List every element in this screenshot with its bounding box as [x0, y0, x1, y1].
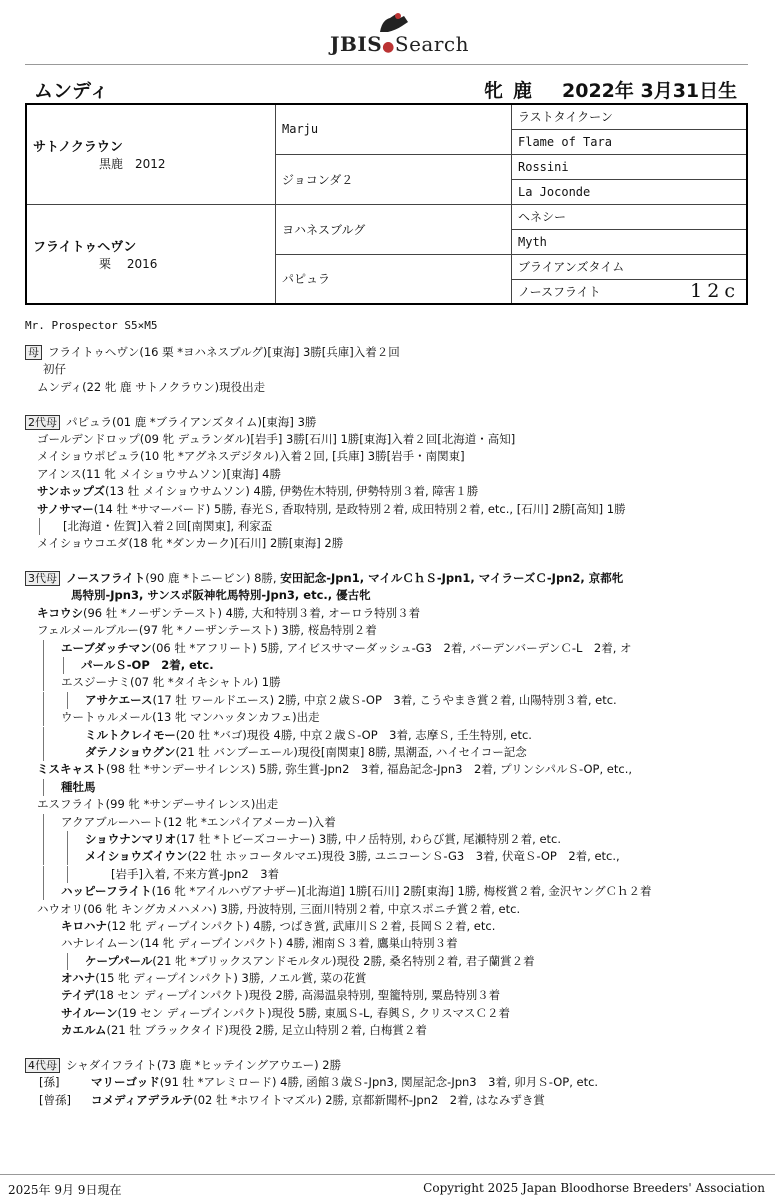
- tree-line: [43, 709, 44, 726]
- section-tag-2nd-dam: 2代母: [25, 415, 60, 430]
- list-item: [25, 414, 765, 431]
- list-text: (21 牡 バンブーエール)現役[南関東] 8勝, 黒潮盃, ハイセイコー記念: [175, 744, 527, 759]
- horse-birthdate: 2022年 3月31日生: [562, 80, 738, 102]
- list-text: エスジーナミ(07 牝 *タイキシャトル) 1勝: [61, 675, 281, 690]
- winner-name[interactable]: キロハナ: [61, 918, 107, 933]
- tree-line: [67, 953, 68, 970]
- relation-label: [曾孫]: [39, 1092, 71, 1107]
- winner-name[interactable]: キコウシ: [37, 605, 83, 620]
- dam-dam-dam[interactable]: ノースフライト: [518, 284, 601, 299]
- list-item: [25, 883, 765, 900]
- list-text: [北海道・佐賀]入着２回[南関東], 利家盃: [63, 518, 273, 533]
- sire-dam-dam[interactable]: La Joconde: [512, 179, 748, 204]
- list-text: (17 牡 *トビーズコーナー) 3勝, 中ノ岳特別, わらび賞, 尾瀬特別２着, etc.: [176, 831, 562, 846]
- tree-line: [67, 831, 68, 848]
- relation-label: [孫]: [39, 1075, 60, 1090]
- race-wins: パールＳ-OP 2着, etc.: [81, 658, 214, 673]
- family-number: 12c: [690, 279, 740, 302]
- list-item: [25, 657, 765, 674]
- list-text: メイショウコエダ(18 牝 *ダンカーク)[石川] 2勝[東海] 2勝: [37, 536, 344, 551]
- tree-line: [43, 814, 44, 831]
- winner-name[interactable]: オハナ: [61, 971, 96, 986]
- list-text: (13 牡 メイショウサムソン) 4勝, 伊勢佐木特別, 伊勢特別３着, 障害１勝: [104, 484, 479, 499]
- dam-line: フライトゥヘヴン(16 栗 *ヨハネスブルグ)[東海] 3勝[兵庫]入着２回: [48, 345, 400, 359]
- sire-dam-sire[interactable]: Rossini: [512, 154, 748, 179]
- list-text: パピュラ(01 鹿 *ブライアンズタイム)[東海] 3勝: [66, 414, 317, 429]
- list-item: [25, 483, 765, 500]
- winner-name[interactable]: メイショウズイウン: [85, 849, 188, 864]
- list-item: [25, 692, 765, 709]
- list-item: [25, 866, 765, 883]
- list-item: [25, 953, 765, 970]
- winner-name[interactable]: ショウナンマリオ: [85, 831, 177, 846]
- winner-name[interactable]: アサケエース: [85, 692, 153, 707]
- list-item: [25, 361, 765, 378]
- list-item: [25, 779, 765, 796]
- list-text: (91 牡 *アレミロード) 4勝, 函館３歳Ｓ-Jpn3, 関屋記念-Jpn3 3着, 卯月Ｓ-OP, etc.: [159, 1075, 599, 1090]
- list-item: [25, 1092, 765, 1109]
- dam-sire-dam[interactable]: Myth: [512, 229, 748, 254]
- section-tag-dam: 母: [25, 345, 42, 360]
- horse-color: 鹿: [513, 80, 533, 102]
- tree-line: [43, 674, 44, 691]
- logo-jbis: JBIS: [330, 32, 383, 56]
- inbreeding-note: Mr. Prospector S5×M5: [25, 319, 158, 332]
- section-tag-3rd-dam: 3代母: [25, 571, 60, 586]
- list-text: ハウオリ(06 牝 キングカメハメハ) 3勝, 丹波特別, 三面川特別２着, 中京スポニチ賞２着, etc.: [37, 901, 521, 916]
- list-text: (20 牡 *バゴ)現役 4勝, 中京２歳Ｓ-OP 3着, 志摩Ｓ, 壬生特別, etc.: [175, 727, 532, 742]
- list-text: シャダイフライト(73 鹿 *ヒッテイングアウエー) 2勝: [66, 1058, 342, 1073]
- list-text: (22 牡 ホッコータルマエ)現役 3勝, ユニコーンＳ-G3 3着, 伏竜Ｓ-OP 2着, etc.,: [187, 849, 620, 864]
- tree-line: [43, 831, 44, 848]
- winner-name[interactable]: ハッピーフライト: [61, 884, 152, 899]
- list-text: エスフライト(99 牝 *サンデーサイレンス)出走: [37, 797, 279, 812]
- list-item: [25, 727, 765, 744]
- list-text: (17 牡 ワールドエース) 2勝, 中京２歳Ｓ-OP 3着, こうやまき賞２着, 山陽特別３着, etc.: [152, 692, 617, 707]
- list-item: [25, 744, 765, 761]
- tree-line: [67, 692, 68, 709]
- list-item: [25, 987, 765, 1004]
- list-text: 初仔: [43, 362, 66, 377]
- list-text: (12 牝 ディープインパクト) 4勝, つばき賞, 武庫川Ｓ２着, 長岡Ｓ２着, etc.: [107, 918, 496, 933]
- list-item: [25, 344, 765, 361]
- list-item: [25, 796, 765, 813]
- logo-search: Search: [394, 32, 469, 56]
- winner-name[interactable]: ケープパール: [85, 953, 153, 968]
- list-item: [25, 640, 765, 657]
- winner-name[interactable]: ミスキャスト: [37, 762, 106, 777]
- tree-line: [43, 640, 44, 657]
- footer-divider: [0, 1174, 775, 1175]
- tree-line: [67, 866, 68, 883]
- list-item: [25, 1022, 765, 1039]
- tree-line: [43, 727, 44, 744]
- tree-line: [43, 657, 44, 674]
- sire-sire[interactable]: Marju: [276, 104, 512, 154]
- list-item: [25, 831, 765, 848]
- list-text: (15 牝 ディープインパクト) 3勝, ノエル賞, 菜の花賞: [95, 971, 367, 986]
- list-item: [25, 1057, 765, 1074]
- list-text: (18 セン ディープインパクト)現役 2勝, 高湯温泉特別, 聖籠特別, 粟島特別３着: [94, 988, 501, 1003]
- winner-name[interactable]: サンホップズ: [37, 484, 105, 499]
- tree-line: [67, 848, 68, 865]
- tree-line: [43, 692, 44, 709]
- list-item: [25, 570, 765, 587]
- list-item: [25, 901, 765, 918]
- list-item: [25, 587, 765, 604]
- horse-name: ムンディ: [34, 80, 109, 102]
- winner-name[interactable]: ノースフライト: [66, 571, 146, 586]
- list-item: [25, 761, 765, 778]
- tree-line: [43, 744, 44, 761]
- sire-name[interactable]: サトノクラウン: [33, 140, 123, 156]
- list-text: (96 牡 *ノーザンテースト) 4勝, 大和特別３着, オーロラ特別３着: [83, 605, 421, 620]
- list-text: (02 牡 *ホワイトマズル) 2勝, 京都新聞杯-Jpn2 2着, はなみずき賞: [193, 1092, 545, 1107]
- winner-name[interactable]: カエルム: [61, 1023, 107, 1038]
- list-item: [25, 709, 765, 726]
- winner-name[interactable]: コメディアデラルテ: [91, 1092, 194, 1107]
- list-item: [25, 379, 765, 396]
- list-text: (16 牝 *アイルハヴアナザー)[北海道] 1勝[石川] 2勝[東海] 1勝, 梅桜賞２着, 金沢ヤングＣｈ２着: [151, 884, 652, 899]
- list-item: [25, 1074, 765, 1091]
- horse-rider-icon: [374, 12, 414, 34]
- list-item: [25, 622, 765, 639]
- list-item: [25, 935, 765, 952]
- list-text: 種牡馬: [61, 779, 96, 794]
- sire-meta: 黒鹿 2012: [99, 157, 166, 172]
- list-text: アインス(11 牝 メイショウサムソン)[東海] 4勝: [37, 466, 281, 481]
- winner-name[interactable]: テイデ: [61, 988, 95, 1003]
- list-text: (21 牡 ブラックタイド)現役 2勝, 足立山特別２着, 白梅賞２着: [106, 1023, 427, 1038]
- list-text: アクアブルーハート(12 牝 *エンパイアメーカー)入着: [61, 814, 336, 829]
- list-text: (14 牡 *サマーバード) 5勝, 春光Ｓ, 香取特別, 是政特別２着, 成田特別２着, etc., [石川] 2勝[高知] 1勝: [93, 501, 626, 516]
- list-item: [25, 535, 765, 552]
- list-item: [25, 431, 765, 448]
- list-text: ムンディ(22 牝 鹿 サトノクラウン)現役出走: [37, 379, 266, 394]
- list-text: ゴールデンドロップ(09 牝 デュランダル)[岩手] 3勝[石川] 1勝[東海]入着２回[北海道・高知]: [37, 431, 516, 446]
- dam-dam-dam-cell: [512, 279, 748, 304]
- dam-name[interactable]: フライトゥヘヴン: [33, 239, 137, 255]
- sire-cell: [26, 104, 276, 204]
- list-text: メイショウポピュラ(10 牝 *アグネスデジタル)入着２回, [兵庫] 3勝[岩手・南関東]: [37, 449, 465, 464]
- winner-name[interactable]: ミルトクレイモー: [85, 727, 176, 742]
- tree-line: [43, 779, 44, 796]
- list-item: [25, 466, 765, 483]
- horse-sex: 牝: [484, 80, 504, 102]
- section-tag-4th-dam: 4代母: [25, 1058, 60, 1073]
- sire-sire-dam[interactable]: Flame of Tara: [512, 129, 748, 154]
- list-text: ウートゥルメール(13 牝 マンハッタンカフェ)出走: [61, 710, 320, 725]
- race-wins: 馬特別-Jpn3, サンスポ阪神牝馬特別-Jpn3, etc., 優古牝: [71, 588, 371, 603]
- list-text: (19 セン ディープインパクト)現役 5勝, 東風Ｓ-L, 春興Ｓ, クリスマスＣ２着: [117, 1005, 511, 1020]
- list-text: ハナレイムーン(14 牝 ディープインパクト) 4勝, 湘南Ｓ３着, 鷹巣山特別３着: [61, 936, 458, 951]
- dam-sire[interactable]: ヨハネスブルグ: [276, 204, 512, 254]
- as-of-date: 2025年 9月 9日現在: [8, 1183, 122, 1197]
- tree-line: [43, 866, 44, 883]
- header-divider: [25, 64, 748, 65]
- pedigree-table: [25, 103, 748, 305]
- dam-dam[interactable]: パピュラ: [276, 254, 512, 304]
- list-item: [25, 448, 765, 465]
- list-item: [25, 848, 765, 865]
- dam-cell: [26, 204, 276, 304]
- list-text: (21 牝 *ブリックスアンドモルタル)現役 2勝, 桑名特別２着, 君子蘭賞２着: [152, 953, 535, 968]
- winner-name[interactable]: ダテノショウグン: [85, 744, 176, 759]
- dam-meta: 栗 2016: [99, 256, 158, 271]
- list-text: フェルメールブルー(97 牝 *ノーザンテースト) 3勝, 桜島特別２着: [37, 623, 377, 638]
- list-item: [25, 501, 765, 518]
- race-wins: 安田記念-Jpn1, マイルＣｈＳ-Jpn1, マイラーズＣ-Jpn2, 京都牝: [280, 571, 624, 586]
- sire-sire-sire[interactable]: ラストタイクーン: [512, 104, 748, 129]
- dam-sire-sire[interactable]: ヘネシー: [512, 204, 748, 229]
- list-text: [岩手]入着, 不来方賞-Jpn2 3着: [111, 866, 280, 881]
- list-text: (06 牡 *アフリート) 5勝, アイビスサマーダッシュ-G3 2着, バーデンバーデンＣ-L 2着, オ: [151, 640, 632, 655]
- list-item: [25, 605, 765, 622]
- tree-line: [39, 518, 40, 535]
- tree-line: [43, 848, 44, 865]
- list-item: [25, 918, 765, 935]
- winner-name[interactable]: マリーゴッド: [91, 1075, 160, 1090]
- tree-line: [63, 657, 64, 674]
- tree-line: [43, 883, 44, 900]
- list-item: [25, 970, 765, 987]
- list-item: [25, 814, 765, 831]
- sire-dam[interactable]: ジョコンダ２: [276, 154, 512, 204]
- list-item: [25, 674, 765, 691]
- list-text: (90 鹿 *トニービン) 8勝,: [145, 571, 281, 586]
- winner-name[interactable]: サノサマー: [37, 501, 94, 516]
- winner-name[interactable]: サイルーン: [61, 1005, 118, 1020]
- list-item: [25, 1005, 765, 1022]
- list-item: [25, 518, 765, 535]
- copyright: Copyright 2025 Japan Bloodhorse Breeders' Association: [423, 1181, 765, 1195]
- list-text: (98 牡 *サンデーサイレンス) 5勝, 弥生賞-Jpn2 3着, 福島記念-Jpn3 2着, プリンシパルＳ-OP, etc.,: [106, 762, 633, 777]
- family-record: [25, 344, 765, 1109]
- dam-dam-sire[interactable]: ブライアンズタイム: [512, 254, 748, 279]
- jbis-logo[interactable]: JBIS●Search: [330, 18, 460, 54]
- winner-name[interactable]: エーブダッチマン: [61, 640, 152, 655]
